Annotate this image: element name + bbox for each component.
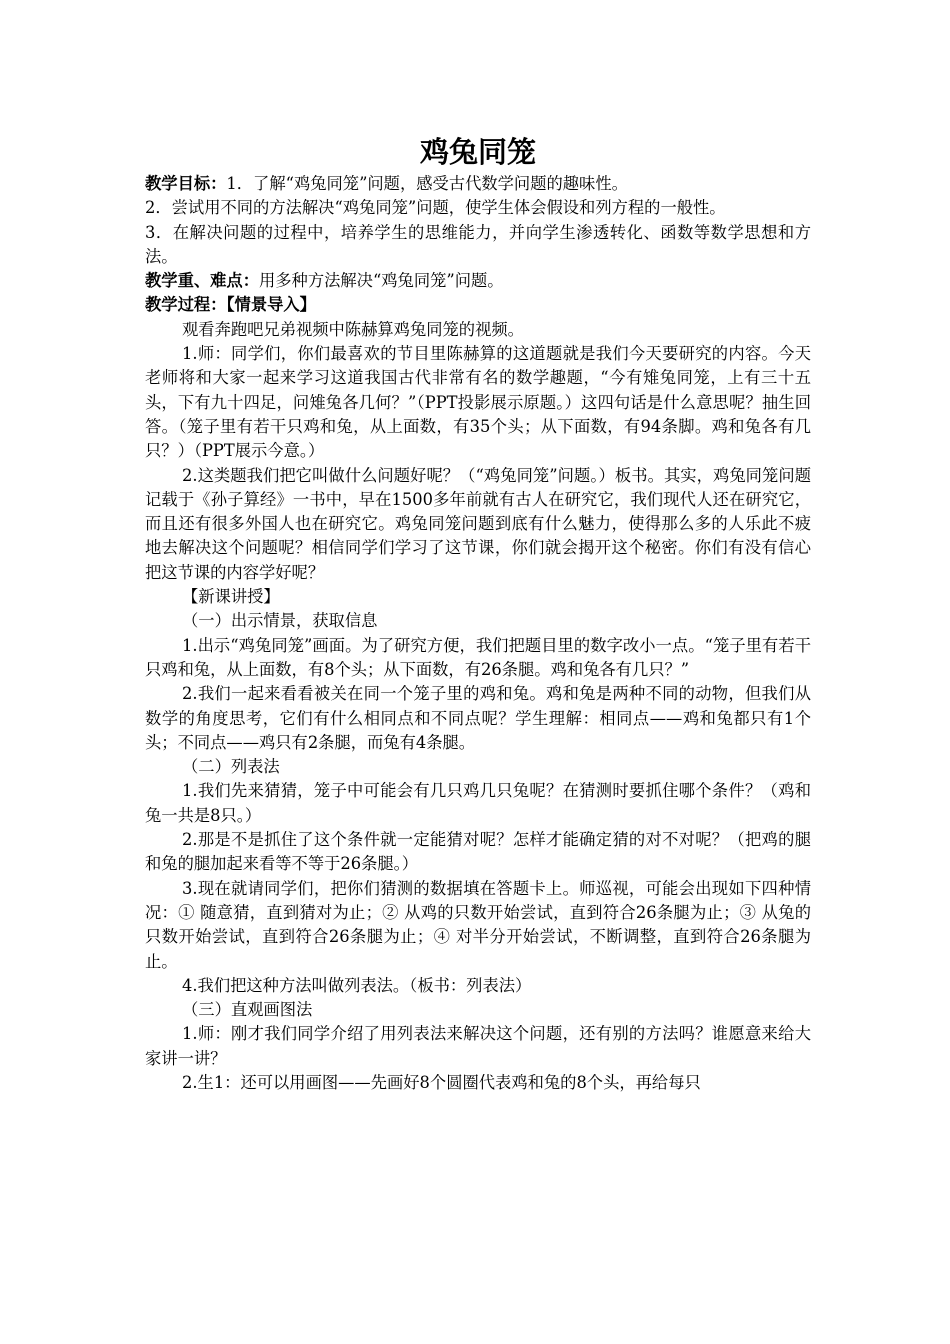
goal-1: 1．了解“鸡兔同笼”问题，感受古代数学问题的趣味性。 [226,174,628,193]
paragraph-section-1-2: 2.我们一起来看看被关在同一个笼子里的鸡和兔。鸡和兔是两种不同的动物，但我们从数学的角度思考，它们有什么相同点和不同点呢？学生理解：相同点——鸡和兔都只有1个头；不同点——鸡只有2条腿，而兔有4条腿。 [145,684,811,752]
key-points [145,269,811,293]
paragraph-video: 观看奔跑吧兄弟视频中陈赫算鸡兔同笼的视频。 [182,319,524,339]
paragraph-section-3-1: 1.师：刚才我们同学介绍了用列表法来解决这个问题，还有别的方法吗？谁愿意来给大家讲一讲？ [145,1024,811,1068]
paragraph-section-2-1: 1.我们先来猜猜，笼子中可能会有几只鸡几只兔呢？在猜测时要抓住哪个条件？（鸡和兔一共是8只。） [145,781,811,825]
paragraph-section-2-3: 3.现在就请同学们，把你们猜测的数据填在答题卡上。师巡视，可能会出现如下四种情况：① 随意猜，直到猜对为止；② 从鸡的只数开始尝试，直到符合26条腿为止；③ 从兔的只数开始尝试，直到符合26条腿为止；④ 对半分开始尝试，不断调整，直到符合26条腿为止。 [145,878,811,971]
paragraph-intro-1: 1.师：同学们，你们最喜欢的节目里陈赫算的这道题就是我们今天要研究的内容。今天老师将和大家一起来学习这道我国古代非常有名的数学趣题，“今有雉兔同笼，上有三十五头，下有九十四足，问雉兔各几何？”（PPT投影展示原题。）这四句话是什么意思呢？抽生回答。（笼子里有若干只鸡和兔，从上面数，有35个头；从下面数，有94条脚。鸡和兔各有几只？）（PPT展示今意。） [145,344,811,461]
paragraph-intro-2: 2.这类题我们把它叫做什么问题好呢？（“鸡兔同笼”问题。）板书。其实，鸡兔同笼问题记载于《孙子算经》一书中，早在1500多年前就有古人在研究它，我们现代人还在研究它，而且还有很多外国人也在研究它。鸡兔同笼问题到底有什么魅力，使得那么多的人乐此不疲地去解决这个问题呢？相信同学们学习了这节课，你们就会揭开这个秘密。你们有没有信心把这节课的内容学好呢？ [145,465,811,582]
document-page [145,132,811,1095]
goal-3: 3．在解决问题的过程中，培养学生的思维能力，并向学生渗透转化、函数等数学思想和方法。 [145,222,811,266]
heading-section-2: （二）列表法 [182,757,280,777]
document-title: 鸡兔同笼 [419,135,536,169]
paragraph-section-2-4: 4.我们把这种方法叫做列表法。（板书：列表法） [182,975,532,995]
heading-section-1: （一）出示情景，获取信息 [182,611,378,631]
key-text: 用多种方法解决“鸡兔同笼”问题。 [258,271,504,291]
key-label: 教学重、难点： [145,271,259,291]
heading-new-lesson: 【新课讲授】 [182,587,280,607]
heading-section-3: （三）直观画图法 [182,1000,313,1020]
process-label: 教学过程：【情景导入】 [145,295,316,315]
paragraph-section-1-1: 1.出示“鸡兔同笼”画面。为了研究方便，我们把题目里的数字改小一点。“笼子里有若干只鸡和兔，从上面数，有8个头；从下面数，有26条腿。鸡和兔各有几只？” [145,635,811,679]
paragraph-section-3-2: 2.生1：还可以用画图——先画好8个圆圈代表鸡和兔的8个头，再给每只 [182,1072,701,1092]
goals-label: 教学目标： [145,174,227,193]
paragraph-section-2-2: 2.那是不是抓住了这个条件就一定能猜对呢？怎样才能确定猜的对不对呢？（把鸡的腿和兔的腿加起来看等不等于26条腿。） [145,830,811,874]
teaching-goals [145,172,811,196]
goal-2: 2．尝试用不同的方法解决“鸡兔同笼”问题，使学生体会假设和列方程的一般性。 [145,198,726,218]
